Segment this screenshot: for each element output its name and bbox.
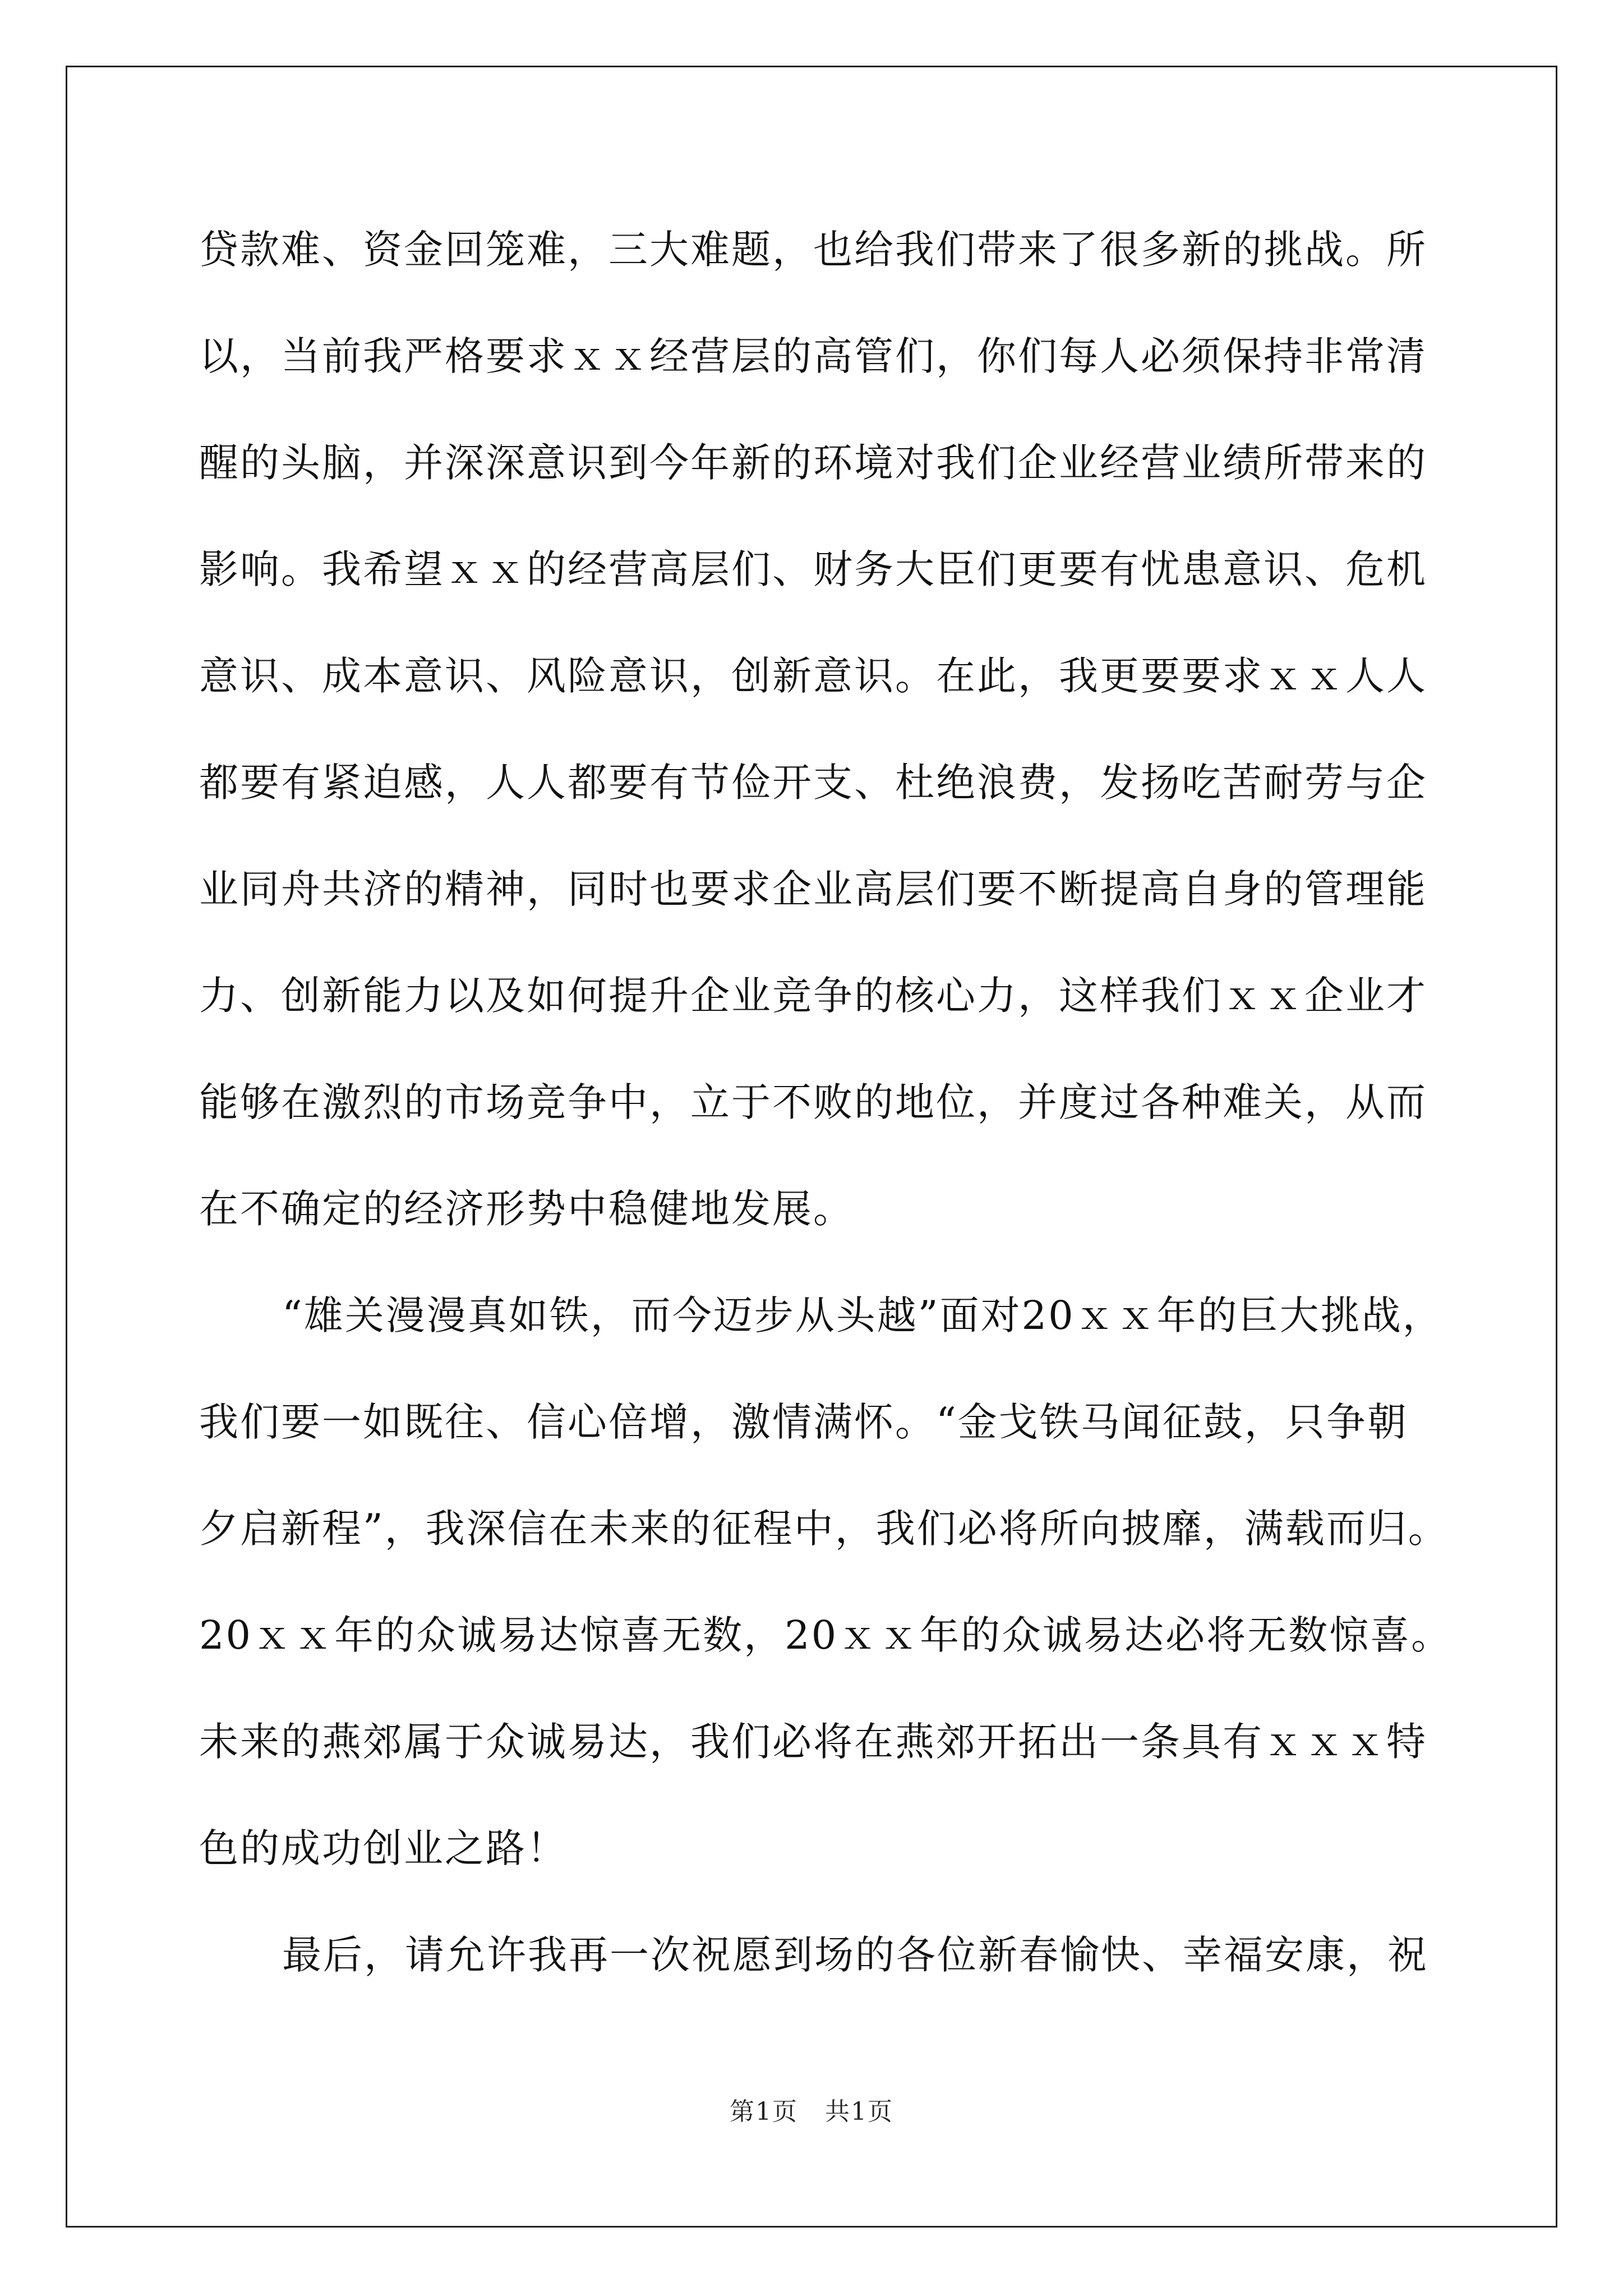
- text-line: 我们要一如既往、信心倍增，激情满怀。“金戈铁马闻征鼓，只争朝: [199, 1399, 1408, 1445]
- text-line: 未来的燕郊属于众诚易达，我们必将在燕郊开拓出一条具有ｘｘｘ特: [199, 1719, 1427, 1765]
- document-body: [199, 219, 1453, 2031]
- text-line: 色的成功创业之路！: [199, 1825, 568, 1871]
- text-line: 20ｘｘ年的众诚易达惊喜无数，20ｘｘ年的众诚易达必将无数惊喜。: [199, 1612, 1453, 1658]
- text-line: 都要有紧迫感，人人都要有节俭开支、杜绝浪费，发扬吃苦耐劳与企: [199, 760, 1427, 806]
- paragraph-start-line: 最后，请允许我再一次祝愿到场的各位新春愉快、幸福安康，祝: [282, 1932, 1428, 1978]
- page-number: 第1页: [730, 2097, 798, 2126]
- text-line: 在不确定的经济形势中稳健地发展。: [199, 1186, 854, 1232]
- text-line: 能够在激烈的市场竞争中，立于不败的地位，并度过各种难关，从而: [199, 1079, 1427, 1125]
- text-line: 醒的头脑，并深深意识到今年新的环境对我们企业经营业绩所带来的: [199, 440, 1427, 486]
- text-line: 贷款难、资金回笼难，三大难题，也给我们带来了很多新的挑战。所: [199, 227, 1427, 273]
- text-line: 以，当前我严格要求ｘｘ经营层的高管们，你们每人必须保持非常清: [199, 333, 1427, 379]
- text-line: 力、创新能力以及如何提升企业竞争的核心力，这样我们ｘｘ企业才: [199, 973, 1427, 1019]
- text-line: 业同舟共济的精神，同时也要求企业高层们要不断提高自身的管理能: [199, 866, 1427, 912]
- total-pages: 共1页: [825, 2097, 893, 2126]
- page-footer: [0, 2095, 1623, 2129]
- paragraph-start-line: “雄关漫漫真如铁，而今迈步从头越”面对20ｘｘ年的巨大挑战，: [282, 1292, 1444, 1338]
- text-line: 意识、成本意识、风险意识，创新意识。在此，我更要要求ｘｘ人人: [199, 653, 1427, 699]
- text-line: 影响。我希望ｘｘ的经营高层们、财务大臣们更要有忧患意识、危机: [199, 546, 1427, 592]
- text-line: 夕启新程”，我深信在未来的征程中，我们必将所向披靡，满载而归。: [199, 1506, 1449, 1552]
